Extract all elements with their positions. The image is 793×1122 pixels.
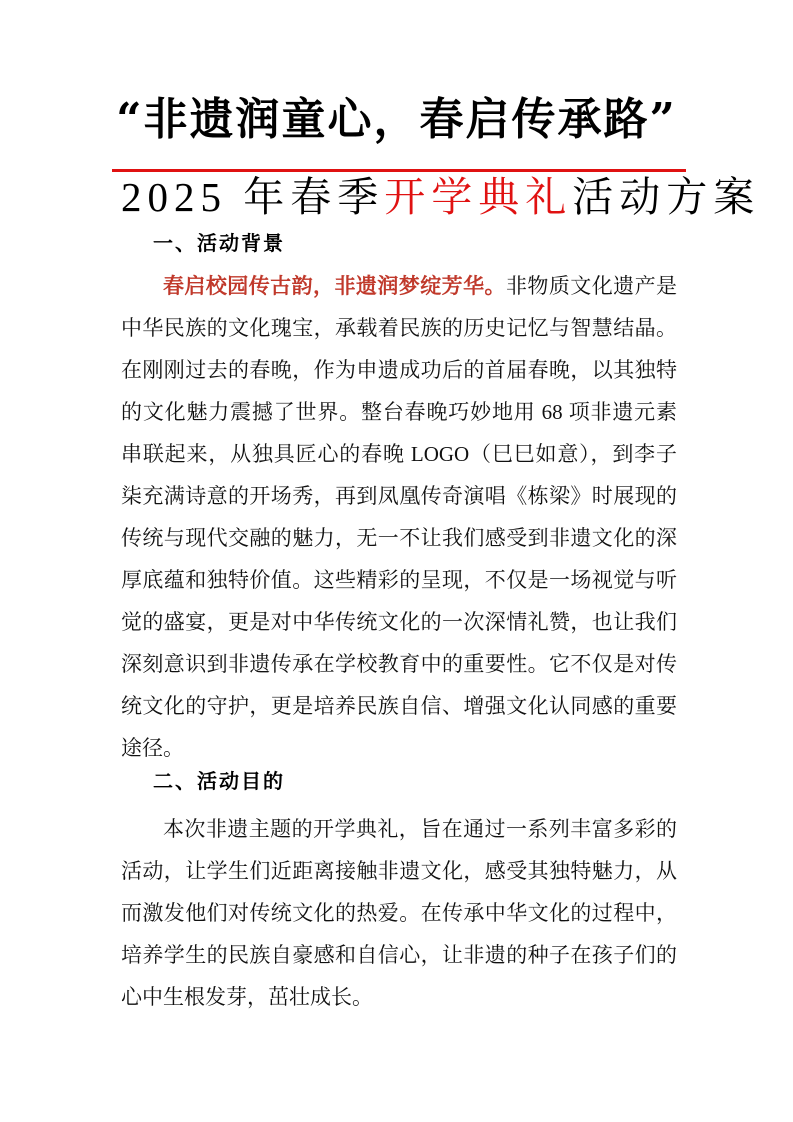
subtitle bbox=[121, 172, 761, 222]
section-background-paragraph bbox=[121, 265, 677, 769]
section-purpose-paragraph: 本次非遗主题的开学典礼，旨在通过一系列丰富多彩的活动，让学生们近距离接触非遗文化，感受其独特魅力，从而激发他们对传统文化的热爱。在传承中华文化的过程中，培养学生的民族自豪感和自信心，让非遗的种子在孩子们的心中生根发芽，茁壮成长。 bbox=[121, 817, 677, 1009]
section-heading-background: 一、活动背景 bbox=[153, 233, 285, 255]
subtitle-highlight: 开学典礼 bbox=[384, 174, 573, 220]
subtitle-suffix: 活动方案 bbox=[572, 174, 761, 220]
section-heading-purpose: 二、活动目的 bbox=[153, 771, 285, 793]
lead-red-sentence: 春启校园传古韵，非遗润梦绽芳华。 bbox=[163, 274, 506, 298]
main-title: “非遗润童心，春启传承路” bbox=[116, 94, 677, 145]
subtitle-prefix: 2025 年春季 bbox=[121, 174, 385, 220]
section-background-body: 非物质文化遗产是中华民族的文化瑰宝，承载着民族的历史记忆与智慧结晶。在刚刚过去的春晚，作为申遗成功后的首届春晚，以其独特的文化魅力震撼了世界。整台春晚巧妙地用 68 项非遗元素串联起来，从独具匠心的春晚 LOGO（巳巳如意），到李子柒充满诗意的开场秀，再到凤凰传奇演唱《栋梁》时展现的传统与现代交融的魅力，无一不让我们感受到非遗文化的深厚底蕴和独特价值。这些精彩的呈现，不仅是一场视觉与听觉的盛宴，更是对中华传统文化的一次深情礼赞，也让我们深刻意识到非遗传承在学校教育中的重要性。它不仅是对传统文化的守护，更是培养民族自信、增强文化认同感的重要途径。 bbox=[121, 274, 678, 760]
